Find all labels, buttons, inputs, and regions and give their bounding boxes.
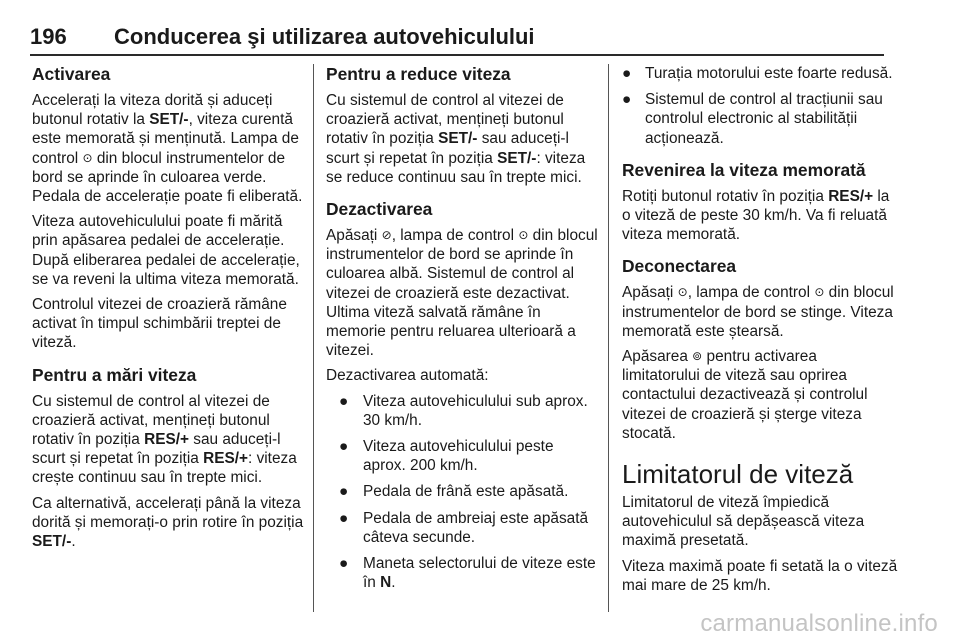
paragraph bbox=[32, 91, 304, 206]
paragraph: Limitatorul de viteză împiedică autovehiculul să depășească viteza maximă presetată. bbox=[622, 494, 865, 550]
control-label: N bbox=[380, 574, 392, 592]
paragraph bbox=[326, 226, 598, 360]
paragraph bbox=[326, 91, 598, 187]
list-item bbox=[622, 64, 898, 83]
text: Apăsați bbox=[326, 227, 382, 245]
text: , viteza curentă este memorată și menținută. Lampa de control bbox=[32, 111, 299, 167]
control-label: RES/+ bbox=[144, 431, 189, 449]
column-right bbox=[622, 64, 898, 601]
paragraph bbox=[622, 347, 898, 443]
list-item bbox=[326, 437, 598, 475]
text: Pedala de frână este apăsată. bbox=[363, 483, 569, 501]
text: din blocul instrumentelor de bord se aprinde în culoarea albă. Sistemul de control al vitezei de croazieră este dezactivat. Ultima viteză salvată rămâne în memorie pentru reluarea ulterioară a vitezei. bbox=[326, 227, 598, 360]
section-heading-disconnect: Deconectarea bbox=[622, 256, 737, 277]
text: la o viteză de peste 30 km/h. Va fi reluată viteza memorată. bbox=[622, 187, 890, 244]
column-left bbox=[32, 64, 304, 557]
bullet: ● bbox=[339, 483, 349, 501]
section-heading-resume: Revenirea la viteza memorată bbox=[622, 159, 866, 180]
text: : viteza crește continuu sau în trepte mici. bbox=[32, 450, 297, 487]
bullet: ● bbox=[339, 509, 349, 527]
section-heading-increase: Pentru a mări viteza bbox=[32, 364, 197, 385]
section-heading-activate: Activarea bbox=[32, 64, 111, 84]
page-title: Conducerea şi utilizarea autovehiculului bbox=[114, 24, 535, 49]
text: din blocul instrumentelor de bord se stinge. Viteza memorată este ștearsă. bbox=[622, 284, 894, 340]
control-label: SET/- bbox=[32, 533, 72, 551]
paragraph bbox=[622, 283, 898, 341]
text: , lampa de control bbox=[391, 227, 519, 245]
paragraph: Dezactivarea automată: bbox=[326, 367, 489, 385]
text: : viteza se reduce continuu sau în trepte mici. bbox=[326, 149, 586, 186]
auto-deactivation-list-continued bbox=[622, 64, 898, 148]
control-label: SET/- bbox=[497, 149, 537, 167]
text: sau aduceți-l scurt și repetat în poziția bbox=[32, 431, 281, 468]
text: Pedala de ambreiaj este apăsată câteva secunde. bbox=[363, 509, 589, 546]
paragraph bbox=[32, 392, 304, 488]
cruise-control-icon: ⊙ bbox=[814, 285, 825, 300]
text: Apăsarea bbox=[622, 348, 693, 366]
text: Sistemul de control al tracțiunii sau controlul electronic al stabilității acționează. bbox=[645, 91, 883, 147]
text: Viteza autovehiculului sub aprox. 30 km/h. bbox=[363, 392, 588, 429]
text: Rotiți butonul rotativ în poziția bbox=[622, 187, 829, 205]
list-item bbox=[326, 392, 598, 430]
bullet: ● bbox=[622, 65, 632, 82]
page-number: 196 bbox=[30, 24, 67, 49]
text: sau aduceți-l scurt și repetat în poziția bbox=[326, 130, 569, 167]
text: Cu sistemul de control al vitezei de croazieră activat, mențineți butonul rotativ în poziția bbox=[326, 92, 564, 148]
control-label: SET/- bbox=[149, 111, 189, 129]
section-heading-limiter: Limitatorul de viteză bbox=[622, 459, 854, 490]
list-item bbox=[622, 90, 898, 148]
text: Maneta selectorului de viteze este în bbox=[363, 555, 596, 592]
paragraph: Controlul vitezei de croazieră rămâne activat în timpul schimbării treptei de viteză. bbox=[32, 296, 287, 352]
text: Viteza autovehiculului peste aprox. 200 km/h. bbox=[363, 438, 554, 475]
text: Accelerați la viteza dorită și aduceți butonul rotativ la bbox=[32, 92, 273, 129]
paragraph: Viteza autovehiculului poate fi mărită prin apăsarea pedalei de accelerație. După eliberarea pedalei de accelerație, se va reveni la ultima viteza memorată. bbox=[32, 213, 300, 288]
control-label: RES/+ bbox=[828, 187, 874, 205]
text: pentru activarea limitatorului de viteză sau oprirea contactului dezactivează și controlul vitezei de croazieră și șterge viteza stocată. bbox=[622, 348, 868, 442]
list-item bbox=[326, 509, 598, 547]
cruise-cancel-icon: ⊘ bbox=[381, 228, 392, 243]
text: din blocul instrumentelor de bord se aprinde în culoarea verde. Pedala de accelerație poate fi eliberată. bbox=[32, 149, 303, 206]
text: Apăsați bbox=[622, 284, 678, 302]
bullet: ● bbox=[622, 91, 632, 109]
cruise-control-icon: ⊙ bbox=[518, 228, 529, 243]
watermark: carmanualsonline.info bbox=[700, 610, 938, 637]
page-header bbox=[30, 24, 884, 56]
text: . bbox=[71, 533, 76, 551]
section-heading-deactivate: Dezactivarea bbox=[326, 199, 433, 220]
speed-limiter-icon: ⊚ bbox=[692, 349, 703, 364]
text: Cu sistemul de control al vitezei de croazieră activat, mențineți butonul rotativ în poziția bbox=[32, 392, 270, 449]
control-label: SET/- bbox=[438, 130, 478, 148]
text: Turația motorului este foarte redusă. bbox=[645, 65, 893, 82]
control-label: RES/+ bbox=[203, 450, 249, 468]
list-item bbox=[326, 482, 598, 501]
paragraph bbox=[32, 494, 304, 552]
bullet: ● bbox=[339, 555, 349, 573]
paragraph: Viteza maximă poate fi setată la o viteză mai mare de 25 km/h. bbox=[622, 557, 898, 594]
text: . bbox=[391, 574, 396, 592]
auto-deactivation-list bbox=[326, 392, 598, 593]
text: Ca alternativă, accelerați până la viteza dorită și memorați-o prin rotire în poziția bbox=[32, 494, 304, 531]
column-divider bbox=[313, 64, 314, 612]
cruise-control-icon: ⊙ bbox=[677, 285, 688, 300]
text: , lampa de control bbox=[687, 284, 815, 302]
section-heading-reduce: Pentru a reduce viteza bbox=[326, 64, 511, 84]
paragraph bbox=[622, 187, 898, 245]
column-middle bbox=[326, 64, 598, 599]
bullet: ● bbox=[339, 438, 349, 456]
bullet: ● bbox=[339, 392, 349, 410]
list-item bbox=[326, 554, 598, 592]
column-divider bbox=[608, 64, 609, 612]
cruise-control-icon: ⊙ bbox=[82, 150, 93, 165]
